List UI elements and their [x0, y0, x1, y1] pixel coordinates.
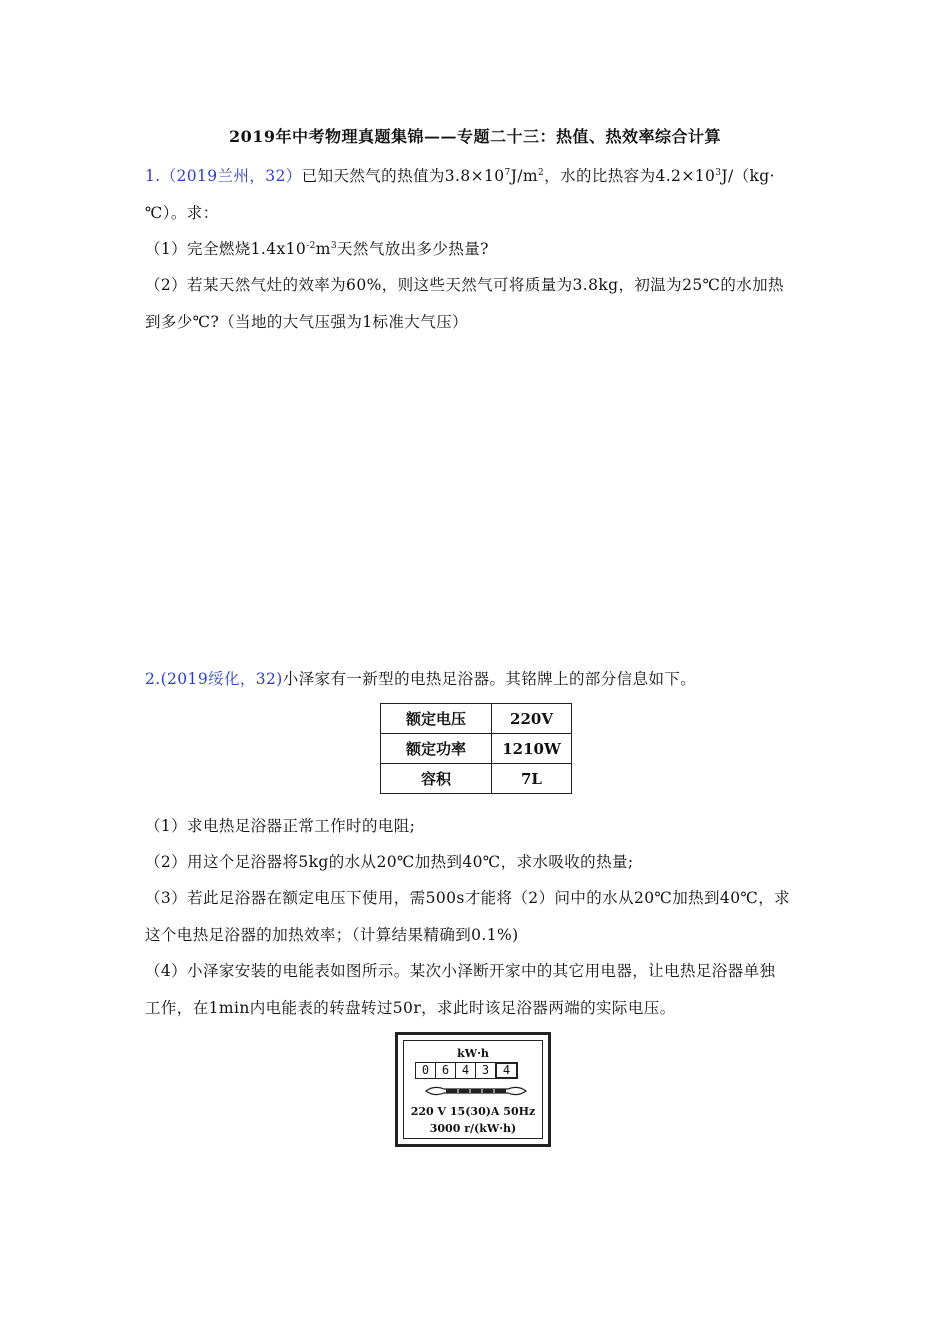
- rated-voltage-label: 额定电压: [381, 704, 492, 734]
- q1-p1-exp1: -2: [306, 240, 316, 251]
- q2-part4-line2: 工作，在1min内电能表的转盘转过50r，求此时该足浴器两端的实际电压。: [145, 999, 676, 1017]
- q1-stem-c: ，水的比热容为4.2×10: [544, 167, 716, 185]
- q2-part1: （1）求电热足浴器正常工作时的电阻;: [145, 817, 416, 835]
- table-row: [381, 734, 572, 764]
- q1-part1: [145, 237, 489, 259]
- q1-exp1: 7: [504, 167, 511, 178]
- q1-stem-b: J/m: [510, 167, 539, 185]
- meter-digit: 6: [435, 1062, 456, 1079]
- rated-voltage-value: 220V: [492, 704, 572, 734]
- meter-digits: [416, 1062, 518, 1079]
- meter-digit: 4: [455, 1062, 476, 1079]
- q1-source: 1.（2019兰州，32）: [145, 167, 302, 185]
- q2-part3-line2: 这个电热足浴器的加热效率；（计算结果精确到0.1%): [145, 926, 519, 944]
- q1-part2-line2: 到多少℃?（当地的大气压强为1标准大气压）: [145, 313, 468, 331]
- meter-spec-line1: 220 V 15(30)A 50Hz: [410, 1105, 536, 1118]
- meter-frame: [403, 1040, 543, 1139]
- q2-stem-text: 小泽家有一新型的电热足浴器。其铭牌上的部分信息如下。: [282, 670, 697, 688]
- q1-p1-b: m: [315, 240, 331, 258]
- q1-part2-line1: （2）若某天然气灶的效率为60%，则这些天然气可将质量为3.8kg，初温为25℃的水加热: [145, 276, 784, 294]
- q2-part4-line1: （4）小泽家安装的电能表如图所示。某次小泽断开家中的其它用电器，让电热足浴器单独: [145, 962, 776, 980]
- q1-stem-d: J/（kg·: [721, 167, 775, 185]
- table-row: [381, 704, 572, 734]
- nameplate-table: [380, 703, 572, 794]
- meter-disc-icon: [424, 1085, 528, 1097]
- q1-exp3: 3: [715, 167, 722, 178]
- table-row: [381, 764, 572, 794]
- q1-stem: [145, 164, 775, 186]
- q2-part3-line1: （3）若此足浴器在额定电压下使用，需500s才能将（2）问中的水从20℃加热到40℃，求: [145, 889, 790, 907]
- rated-power-label: 额定功率: [381, 734, 492, 764]
- meter-digit: 3: [475, 1062, 496, 1079]
- q1-p1-a: （1）完全燃烧1.4x10: [145, 240, 307, 258]
- electricity-meter-figure: [395, 1032, 551, 1147]
- q1-exp2: 2: [538, 167, 545, 178]
- meter-digit-decimal: 4: [495, 1062, 518, 1079]
- q2-source: 2.(2019绥化，32): [145, 670, 283, 688]
- meter-spec-line2: 3000 r/(kW·h): [429, 1122, 517, 1135]
- capacity-label: 容积: [381, 764, 492, 794]
- q1-stem-line2: ℃）。求：: [145, 204, 219, 222]
- page-title: 2019年中考物理真题集锦——专题二十三：热值、热效率综合计算: [228, 127, 722, 146]
- q2-stem: [145, 667, 696, 689]
- meter-digit: 0: [415, 1062, 436, 1079]
- capacity-value: 7L: [492, 764, 572, 794]
- q1-stem-a: 已知天然气的热值为3.8×10: [301, 167, 505, 185]
- q1-p1-c: 天然气放出多少热量?: [337, 240, 489, 258]
- meter-unit: kW·h: [457, 1047, 489, 1060]
- rated-power-value: 1210W: [492, 734, 572, 764]
- q1-p1-exp2: 3: [330, 240, 338, 251]
- q2-part2: （2）用这个足浴器将5kg的水从20℃加热到40℃，求水吸收的热量;: [145, 853, 634, 871]
